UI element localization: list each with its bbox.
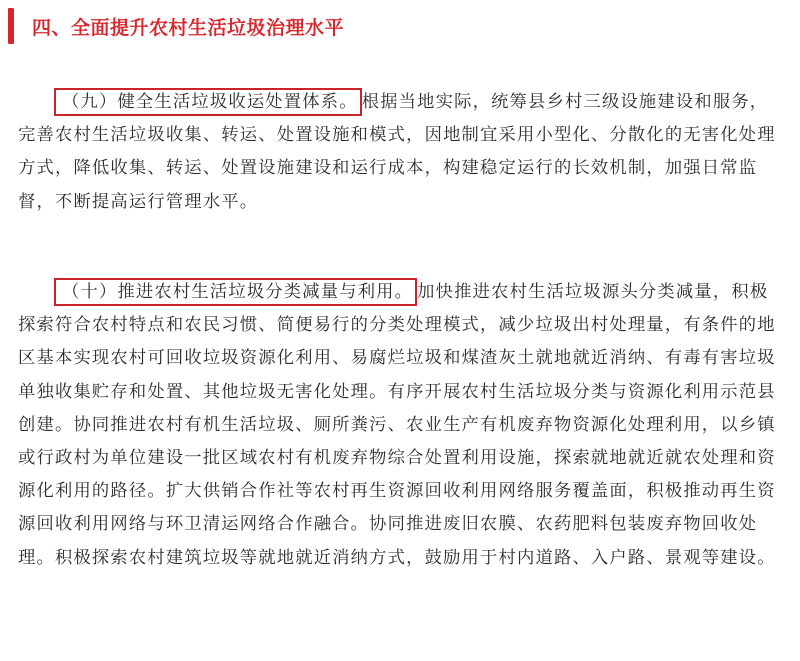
highlighted-heading-10: （十）推进农村生活垃圾分类减量与利用。 [54, 278, 417, 306]
accent-bar [8, 8, 14, 44]
paragraph-body-10: 加快推进农村生活垃圾源头分类减量，积极探索符合农村特点和农民习惯、简便易行的分类处理模式，减少垃圾出村处理量，有条件的地区基本实现农村可回收垃圾资源化利用、易腐烂垃圾和煤渣灰土就地就近消纳、有毒有害垃圾单独收集贮存和处置、其他垃圾无害化处理。有序开展农村生活垃圾分类与资源化利用示范县创建。协同推进农村有机生活垃圾、厕所粪污、农业生产有机废弃物资源化处理利用，以乡镇或行政村为单位建设一批区域农村有机废弃物综合处置利用设施，探索就地就近就农处理和资源化利用的路径。扩大供销合作社等农村再生资源回收利用网络服务覆盖面，积极推动再生资源回收利用网络与环卫清运网络合作融合。协同推进废旧农膜、农药肥料包装废弃物回收处理。积极探索农村建筑垃圾等就地就近消纳方式，鼓励用于村内道路、入户路、景观等建设。 [18, 282, 776, 568]
paragraph-indent [18, 86, 362, 119]
section-header [8, 8, 344, 44]
paragraph-indent [18, 276, 417, 309]
paragraph-10 [18, 276, 784, 575]
section-title: 四、全面提升农村生活垃圾治理水平 [32, 16, 345, 39]
paragraph-body-9: 根据当地实际，统筹县乡村三级设施建设和服务，完善农村生活垃圾收集、转运、处置设施和模式，因地制宜采用小型化、分散化的无害化处理方式，降低收集、转运、处置设施建设和运行成本，构建稳定运行的长效机制，加强日常监督，不断提高运行管理水平。 [18, 92, 776, 212]
highlighted-heading-9: （九）健全生活垃圾收运处置体系。 [54, 88, 362, 116]
paragraph-9 [18, 86, 784, 219]
